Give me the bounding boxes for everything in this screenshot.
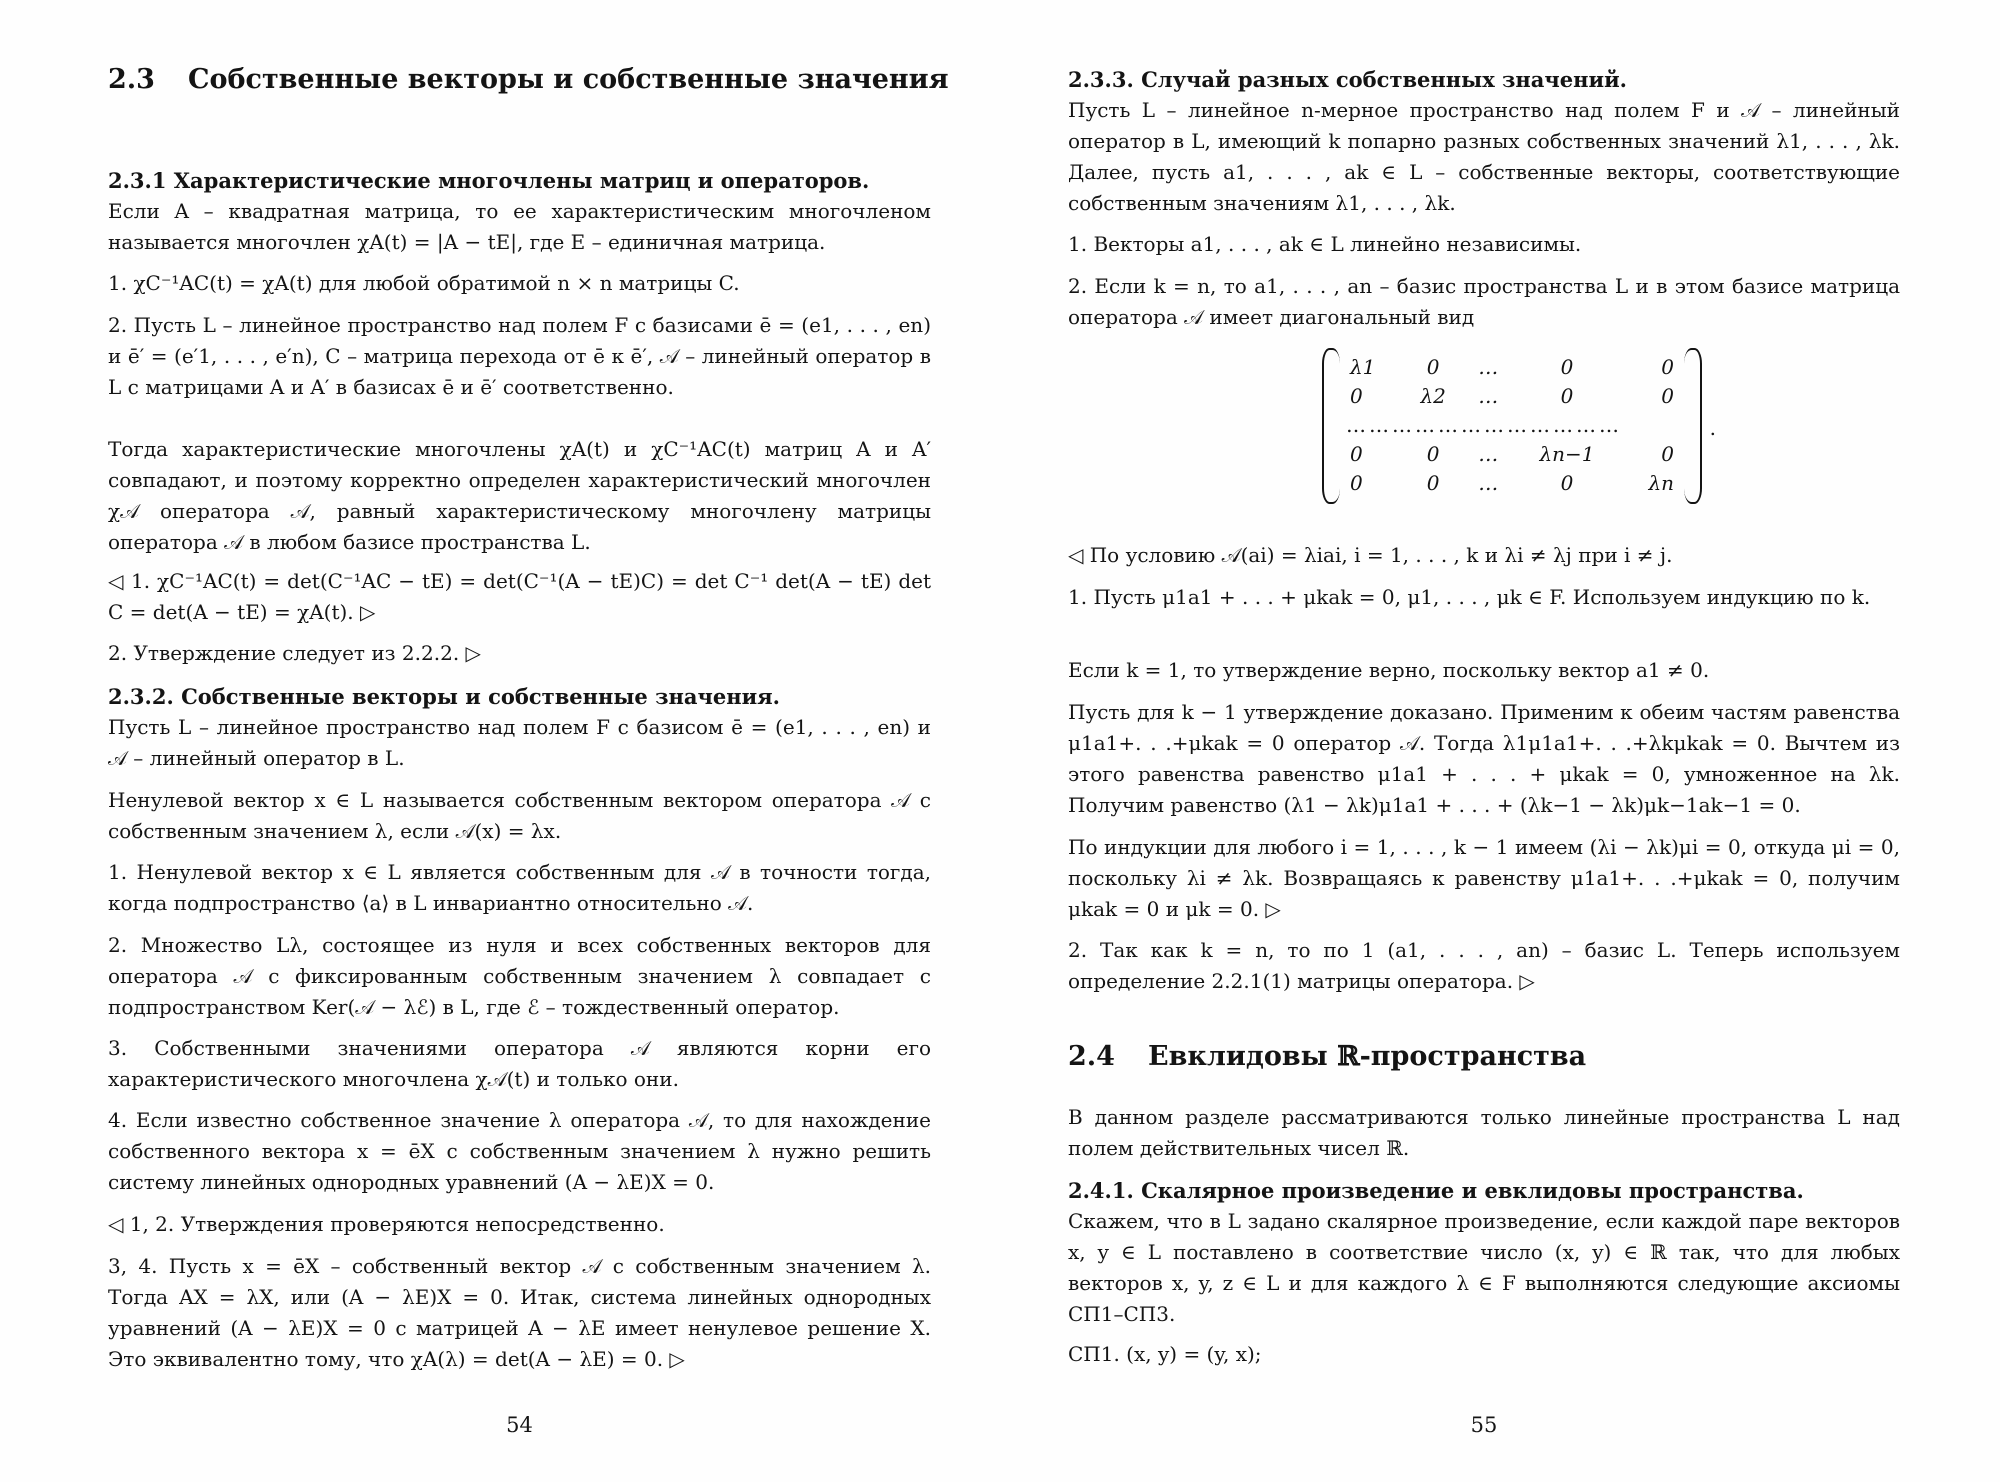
matrix-cell: 0 [1661,441,1674,466]
proof-paragraph: ◁ 1. χC⁻¹AC(t) = det(C⁻¹AC − tE) = det(C⁻¹(A − tE)C) = det C⁻¹ det(A − tE) det C = det(A − tE) = χA(t). ▷ [108,569,931,624]
definition-paragraph: Скажем, что в L задано скалярное произведение, если каждой паре векторов x, y ∈ L поставлено в соответствие число (x, y) ∈ ℝ так, что для любых векторов x, y, z ∈ L и для каждого λ ∈ F выполняются следующие аксиомы СП1–СП3. [1068,1209,1900,1326]
matrix-cell: 0 [1661,354,1674,379]
matrix-row [1344,352,1680,381]
paragraph: Пусть L – линейное n-мерное пространство над полем F и 𝒜 – линейный оператор в L, имеющий k попарно разных собственных значений λ1, . . . , λk. Далее, пусть a1, . . . , ak ∈ L – собственные векторы, соответствующие собственным значениям λ1, . . . , λk. [1068,98,1900,215]
matrix-cell: 0 [1661,383,1674,408]
paragraph: 2. Так как k = n, то по 1 (a1, . . . , an) – базис L. Теперь используем определение 2.2.1(1) матрицы оператора. ▷ [1068,938,1900,993]
matrix-row [1344,439,1680,468]
matrix-cell: … [1478,383,1499,408]
paragraph: 2. Множество Lλ, состоящее из нуля и всех собственных векторов для оператора 𝒜 с фиксированным собственным значением λ совпадает с подпространством Ker(𝒜 − λℰ) в L, где ℰ – тождественный оператор. [108,933,931,1019]
paragraph: 2. Если k = n, то a1, . . . , an – базис пространства L и в этом базисе матрица оператора 𝒜 имеет диагональный вид [1068,274,1900,329]
paragraph: 1. Ненулевой вектор x ∈ L является собственным для 𝒜 в точности тогда, когда подпространство ⟨a⟩ в L инвариантно относительно 𝒜. [108,860,931,915]
paragraph: 2. Пусть L – линейное пространство над полем F с базисами ē = (e1, . . . , en) и ē′ = (e′1, . . . , e′n), C – матрица перехода от ē к ē′, 𝒜 – линейный оператор в L с матрицами A и A′ в базисах ē и ē′ соответственно. [108,313,931,399]
matrix-cell: 0 [1560,470,1574,495]
matrix-row [1344,468,1680,497]
paragraph: Пусть для k − 1 утверждение доказано. Применим к обеим частям равенства μ1a1+. . .+μkak = 0 оператор 𝒜. Тогда λ1μ1a1+. . .+λkμkak = 0. Вычтем из этого равенства равенство μ1a1 + . . . + μkak = 0, умноженное на λk. Получим равенство (λ1 − λk)μ1a1 + . . . + (λk−1 − λk)μk−1ak−1 = 0. [1068,700,1900,817]
paragraph: Пусть L – линейное пространство над полем F с базисом ē = (e1, . . . , en) и 𝒜 – линейный оператор в L. [108,715,931,770]
diagonal-matrix [1322,348,1716,510]
paragraph: 3. Собственными значениями оператора 𝒜 являются корни его характеристического многочлена χ𝒜(t) и только они. [108,1036,931,1091]
matrix-row [1344,381,1680,410]
paragraph: В данном разделе рассматриваются только линейные пространства L над полем действительных чисел ℝ. [1068,1105,1900,1160]
matrix-cell: … [1478,354,1499,379]
matrix-cell: 0 [1350,441,1363,466]
paragraph: По индукции для любого i = 1, . . . , k − 1 имеем (λi − λk)μi = 0, откуда μi = 0, поскольку λi ≠ λk. Возвращаясь к равенству μ1a1+. . .+μkak = 0, получим μkak = 0 и μk = 0. ▷ [1068,835,1900,921]
paragraph: 1. Пусть μ1a1 + . . . + μkak = 0, μ1, . . . , μk ∈ F. Используем индукцию по k. [1068,585,1871,609]
paragraph: 2. Утверждение следует из 2.2.2. ▷ [108,641,481,665]
subsection-heading: 2.3.1 Характеристические многочлены матриц и операторов. [108,168,870,193]
matrix-cell: 0 [1560,383,1574,408]
matrix-dots-row [1344,410,1680,439]
paragraph: 1. Векторы a1, . . . , ak ∈ L линейно независимы. [1068,232,1582,256]
matrix-cell: λ1 [1350,354,1376,379]
matrix-cell: 0 [1426,441,1440,466]
matrix-cell: 0 [1560,354,1574,379]
matrix-cell: 0 [1426,354,1440,379]
left-paren [1322,348,1340,504]
paragraph: Тогда характеристические многочлены χA(t) и χC⁻¹AC(t) матриц A и A′ совпадают, и поэтому корректно определен характеристический многочлен χ𝒜 оператора 𝒜, равный характеристическому многочлену матрицы оператора 𝒜 в любом базисе пространства L. [108,437,931,554]
paragraph: 4. Если известно собственное значение λ оператора 𝒜, то для нахождение собственного вектора x = ēX с собственным значением λ нужно решить систему линейных однородных уравнений (A − λE)X = 0. [108,1108,931,1194]
matrix-dots: ……………………………… [1346,412,1622,437]
matrix-cell: λn [1648,470,1674,495]
right-paren [1684,348,1702,504]
matrix-cell: … [1478,441,1499,466]
paragraph: Если A – квадратная матрица, то ее характеристическим многочленом называется многочлен χA(t) = |A − tE|, где E – единичная матрица. [108,199,931,254]
section-heading: 2.4 Евклидовы ℝ-пространства [1068,1041,1587,1072]
proof-paragraph: ◁ По условию 𝒜(ai) = λiai, i = 1, . . . , k и λi ≠ λj при i ≠ j. [1068,543,1673,567]
matrix-cell: … [1478,470,1499,495]
matrix-cell: λn−1 [1539,441,1595,466]
subsection-heading: 2.4.1. Скалярное произведение и евклидовы пространства. [1068,1178,1804,1203]
matrix-table [1344,352,1680,497]
page-number: 54 [506,1413,533,1437]
subsection-heading: 2.3.2. Собственные векторы и собственные значения. [108,684,780,709]
subsection-heading: 2.3.3. Случай разных собственных значений. [1068,67,1627,92]
matrix-cell: 0 [1350,470,1363,495]
page-number: 55 [1470,1413,1498,1437]
definition-paragraph: Ненулевой вектор x ∈ L называется собственным вектором оператора 𝒜 с собственным значением λ, если 𝒜(x) = λx. [108,788,931,843]
matrix-cell: λ2 [1420,383,1446,408]
matrix-period: . [1709,416,1716,440]
paragraph: 1. χC⁻¹AC(t) = χA(t) для любой обратимой n × n матрицы C. [108,271,740,295]
paragraph: Если k = 1, то утверждение верно, поскольку вектор a1 ≠ 0. [1068,658,1710,682]
proof-paragraph: ◁ 1, 2. Утверждения проверяются непосредственно. [108,1212,665,1236]
axiom-line: СП1. (x, y) = (y, x); [1068,1342,1262,1366]
matrix-cell: 0 [1350,383,1363,408]
matrix-cell: 0 [1426,470,1440,495]
proof-paragraph: 3, 4. Пусть x = ēX – собственный вектор 𝒜 с собственным значением λ. Тогда AX = λX, или (A − λE)X = 0. Итак, система линейных однородных уравнений (A − λE)X = 0 с матрицей A − λE имеет ненулевое решение X. Это эквивалентно тому, что χA(λ) = det(A − λE) = 0. ▷ [108,1254,931,1371]
section-heading: 2.3 Собственные векторы и собственные значения [108,64,949,95]
